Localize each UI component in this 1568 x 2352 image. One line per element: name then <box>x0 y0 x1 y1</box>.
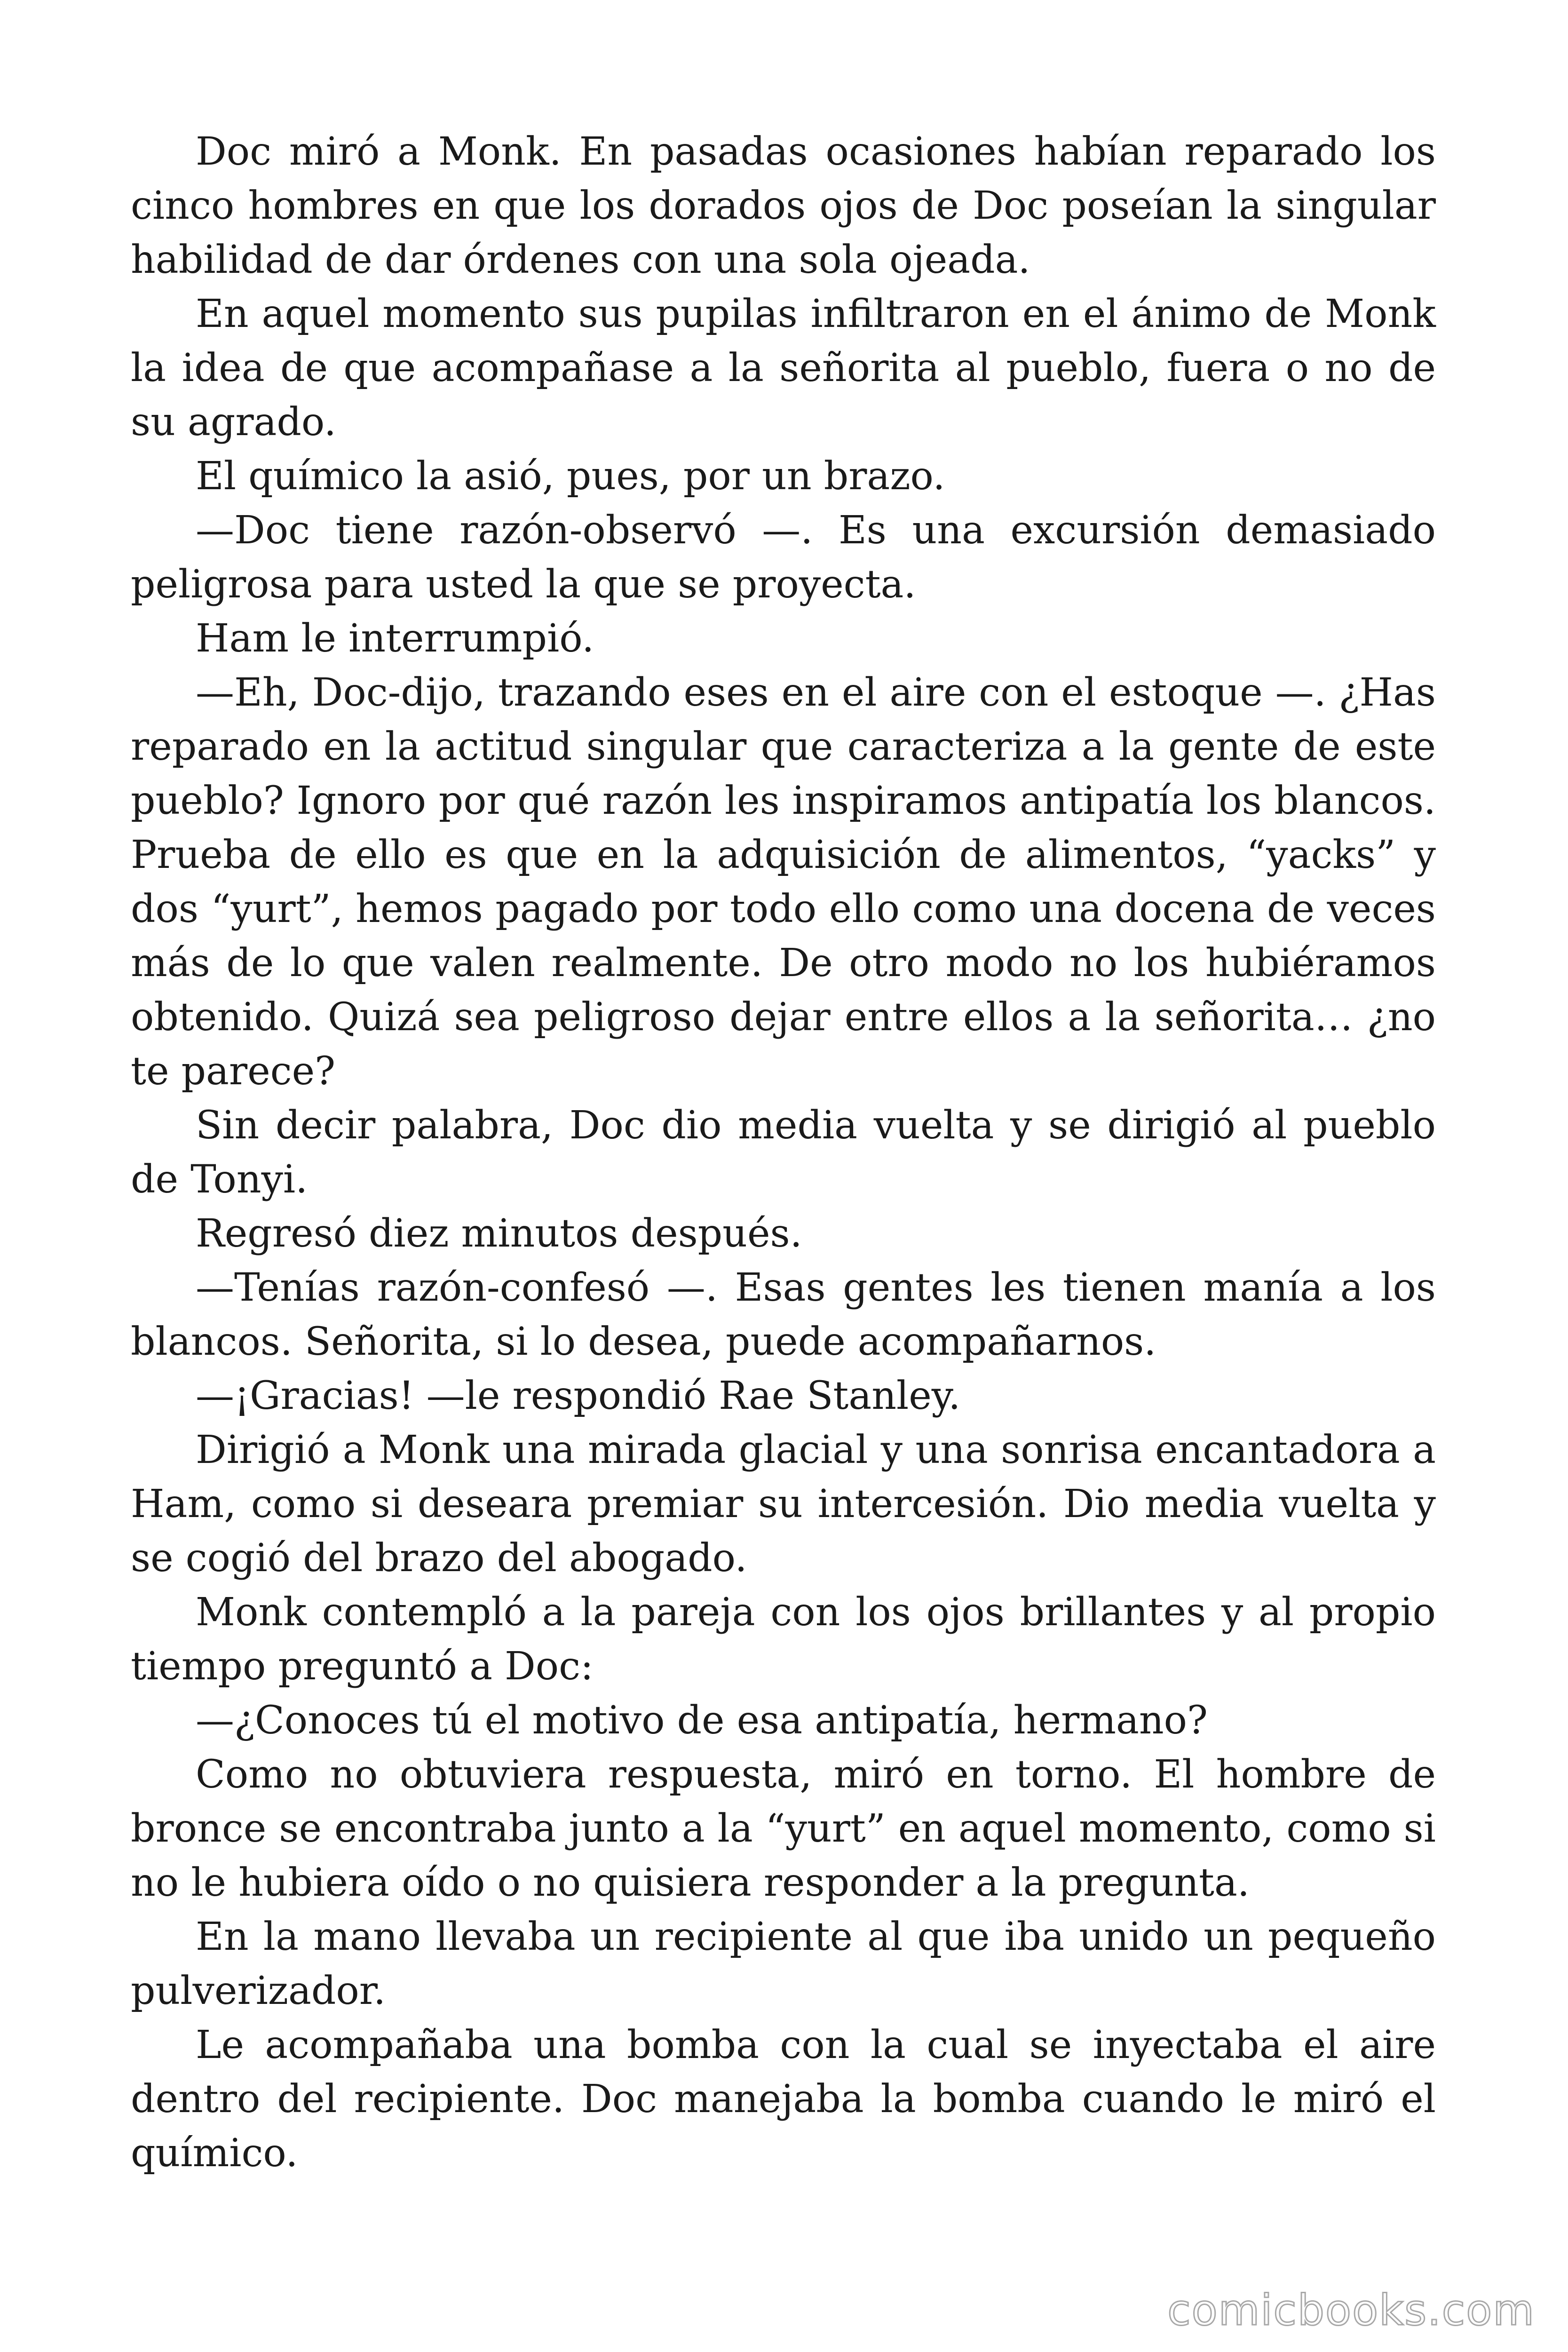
paragraph: Sin decir palabra, Doc dio media vuelta y se dirigió al pueblo de Tonyi. <box>131 1103 1436 1202</box>
paragraph: —Tenías razón-confesó —. Esas gentes les tienen manía a los blancos. Señorita, si lo desea, puede acompañarnos. <box>131 1265 1436 1364</box>
paragraph: Dirigió a Monk una mirada glacial y una sonrisa encantadora a Ham, como si deseara premiar su intercesión. Dio media vuelta y se cogió del brazo del abogado. <box>131 1428 1436 1581</box>
paragraph: Regresó diez minutos después. <box>196 1211 802 1256</box>
paragraph: —¡Gracias! —le respondió Rae Stanley. <box>196 1374 961 1418</box>
paragraph: Ham le interrumpió. <box>196 616 594 661</box>
paragraph: Le acompañaba una bomba con la cual se inyectaba el aire dentro del recipiente. Doc manejaba la bomba cuando le miró el químico. <box>131 2023 1436 2176</box>
paragraph: Monk contempló a la pareja con los ojos brillantes y al propio tiempo preguntó a Doc: <box>131 1590 1436 1689</box>
paragraph: —¿Conoces tú el motivo de esa antipatía, hermano? <box>196 1698 1208 1743</box>
paragraph: En la mano llevaba un recipiente al que iba unido un pequeño pulverizador. <box>131 1915 1436 2013</box>
paragraph: El químico la asió, pues, por un brazo. <box>196 454 945 499</box>
paragraph: En aquel momento sus pupilas infiltraron en el ánimo de Monk la idea de que acompañase a la señorita al pueblo, fuera o no de su agrado. <box>131 292 1436 445</box>
paragraph: Doc miró a Monk. En pasadas ocasiones habían reparado los cinco hombres en que los dorados ojos de Doc poseían la singular habilidad de dar órdenes con una sola ojeada. <box>131 129 1436 282</box>
body-text <box>131 125 1436 2180</box>
paragraph: —Eh, Doc-dijo, trazando eses en el aire con el estoque —. ¿Has reparado en la actitud singular que caracteriza a la gente de este pueblo? Ignoro por qué razón les inspiramos antipatía los blancos. Prueba de ello es que en la adquisición de alimentos, “yacks” y dos “yurt”, hemos pagado por todo ello como una docena de veces más de lo que valen realmente. De otro modo no los hubiéramos obtenido. Quizá sea peligroso dejar entre ellos a la señorita… ¿no te parece? <box>131 670 1436 1094</box>
watermark: comicbooks.com <box>1167 2286 1535 2335</box>
paragraph: Como no obtuviera respuesta, miró en torno. El hombre de bronce se encontraba junto a la “yurt” en aquel momento, como si no le hubiera oído o no quisiera responder a la pregunta. <box>131 1752 1436 1905</box>
paragraph: —Doc tiene razón-observó —. Es una excursión demasiado peligrosa para usted la que se proyecta. <box>131 508 1436 607</box>
